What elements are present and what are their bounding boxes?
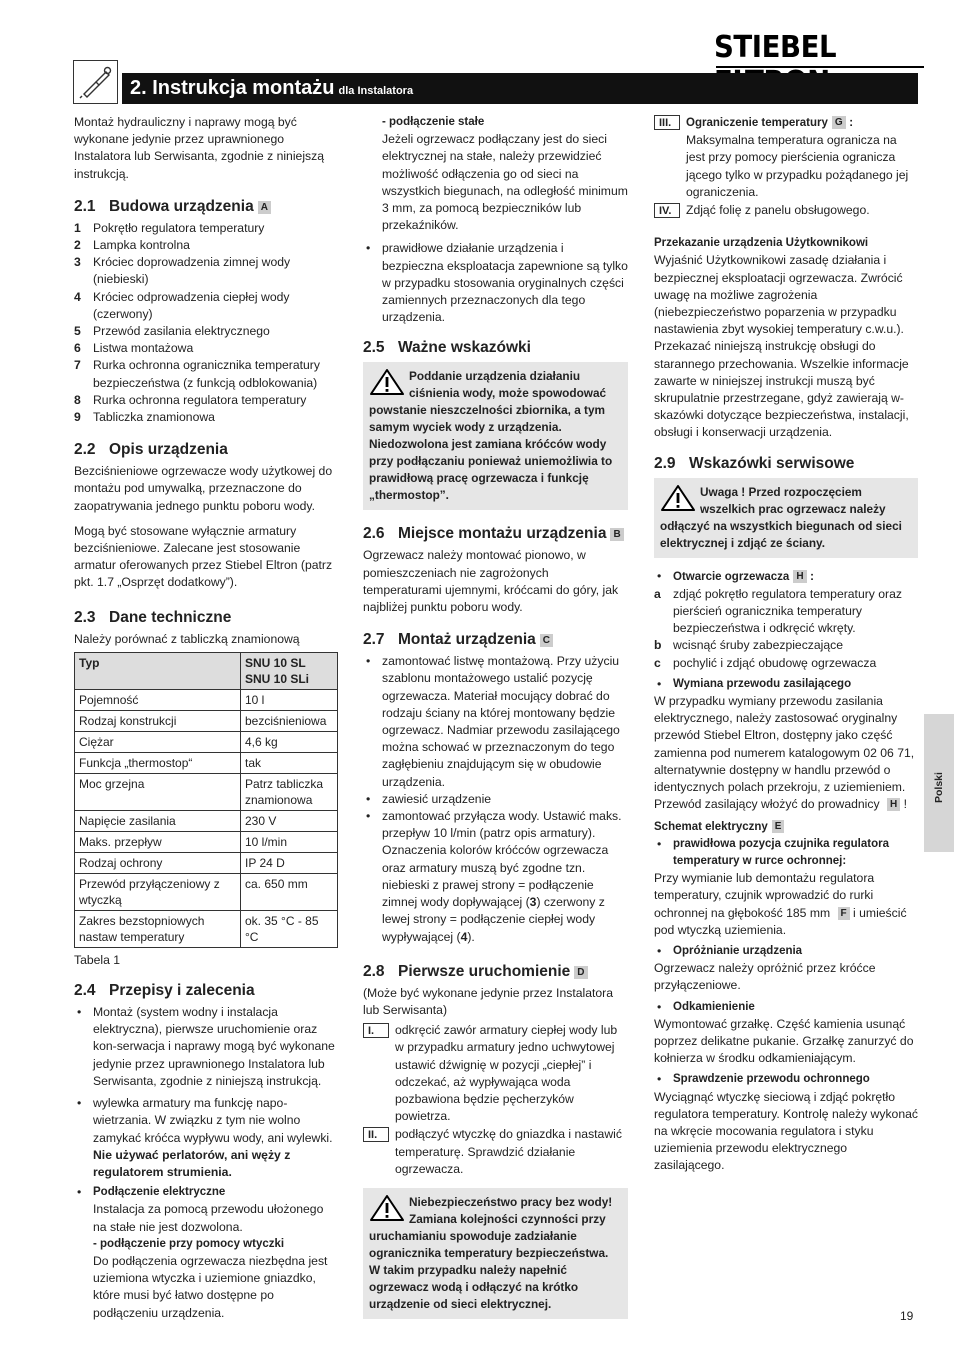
warning-icon xyxy=(369,368,405,396)
figure-tag: G xyxy=(832,116,846,129)
language-label: Polski xyxy=(933,772,945,803)
service-item: • prawidłowa pozycja czujnika regulatora temperatury w rurce ochronnej: xyxy=(657,836,890,867)
fixed-connection-title: - podłączenie stałe xyxy=(382,116,485,128)
table-cell-value: Patrz tabliczka znamionowa xyxy=(241,773,338,810)
table-cell-value: ca. 650 mm xyxy=(241,873,338,910)
list-item: 1 Pokrętło regulatora temperatury xyxy=(74,220,265,235)
section-header xyxy=(122,73,918,104)
table-header-value: SNU 10 SL SNU 10 SLi xyxy=(241,652,338,689)
empty-text: Ogrzewacz należy opróżnić przez króćce przyłączeniowe. xyxy=(654,961,876,993)
startup-step: II. podłączyć wtyczkę do gniazdka i nastawić temperaturę. Sprawdzić działanie ogrzewacza. xyxy=(363,1126,628,1178)
section-2-9-heading: 2.9 Wskazówki serwisowe xyxy=(654,454,855,472)
location-text: Ogrzewacz należy montować pionowo, w pomieszczeniach nie zagrożonych temperaturami ujemnymi, króćcami do góry, jak najbliżej punktu poboru wody. xyxy=(363,548,619,615)
service-item: • Opróżnianie urządzenia xyxy=(657,943,803,958)
figure-tag: E xyxy=(772,820,785,833)
descale-text: Wymontować grzałkę. Część kamienia usunąć poprzez delikatne pukanie. Grzałkę zanurzyć do kołnierza w środku odkamieniającym. xyxy=(654,1016,914,1066)
table-row xyxy=(75,710,338,731)
table-cell-label: Maks. przepływ xyxy=(75,831,241,852)
schema-title: Schemat elektryczny E xyxy=(654,818,918,836)
table-row xyxy=(75,731,338,752)
warning-icon xyxy=(660,484,696,512)
figure-tag: D xyxy=(574,966,587,979)
figure-tag: C xyxy=(540,634,553,647)
tech-data-table xyxy=(74,652,338,948)
table-header-label: Typ xyxy=(75,652,241,689)
list-item: 6 Listwa montażowa xyxy=(74,341,194,356)
section-2-2-heading: 2.2 Opis urządzenia xyxy=(74,441,228,459)
warning-box: Niebezpieczeństwo pracy bez wody! Zamiana kolejności czynności przy uruchamianiu spowoduje zadziałanie ogranicznika temperatury bezpieczeństwa. W takim przypadku należy napełnić ogrzewacz wodą i odłączyć na krótko urządzenie od sieci elektrycznej. xyxy=(363,1188,628,1319)
description-text-1: Bezciśnieniowe ogrzewacze wody użytkowej do montażu pod umywalką, przeznaczone do zaopatrywania jednego punktu poboru wody. xyxy=(74,464,333,513)
table-cell-label: Ciężar xyxy=(75,731,241,752)
table-row xyxy=(75,752,338,773)
service-item: • Wymiana przewodu zasilającego xyxy=(657,676,852,691)
startup-step-3: III. Ograniczenie temperatury G : Maksymalna temperatura ogranicza na jest przy pomocy pierścienia ogranicza jącego tylko w przypadku pożądanego jej ograniczenia. xyxy=(654,114,918,201)
table-row xyxy=(75,810,338,831)
plug-text: Do podłączenia ogrzewacza niezbędna jest uziemiona wtyczka i uziemione gniazdko, które musi być łatwo dostępne po podłączeniu urządzenia. xyxy=(93,1253,328,1320)
startup-step: I. odkręcić zawór armatury ciepłej wody lub w przypadku armatury jedno uchwytowej ustawić dźwignię w pozycji „ciepłej” i odczekać, aż wypływająca woda pozbawiona będzie pęcherzyków powietrza. xyxy=(363,1022,628,1125)
open-steps xyxy=(654,586,918,672)
figure-tag: F xyxy=(838,907,850,920)
table-row xyxy=(75,831,338,852)
table-cell-value: IP 24 D xyxy=(241,852,338,873)
language-tab xyxy=(924,714,954,852)
table-row xyxy=(75,773,338,810)
cable-text: W przypadku wymiany przewodu zasilania elektrycznego, należy zastosować oryginalny przewód Stiebel Eltron, dostępny jako część zamienna pod numerem katalogowym 02 06 71, alternatywnie dostępny w handlu przewód o identycznych polach przekroju, z uziemieniem. Przewód zasilający włożyć do prowadnicy H ! xyxy=(654,694,915,812)
warning-icon xyxy=(369,1194,405,1222)
description-text-2: Mogą być stosowane wyłącznie armatury bezciśnieniowe. Zalecane jest stosowanie armatur oferowanych przez Stiebel Eltron (patrz pkt. 1.7 „Osprzęt dodatkowy”). xyxy=(74,523,333,590)
list-item: a zdjąć pokrętło regulatora temperatury oraz pierścień ogranicznika temperatury bezpieczeństwa i odkręcić wkręty. xyxy=(654,586,902,636)
service-item: • Otwarcie ogrzewacza H : xyxy=(657,568,815,583)
brand-underline xyxy=(716,66,924,68)
list-item: 9 Tabliczka znamionowa xyxy=(74,410,215,425)
startup-steps xyxy=(363,1022,628,1178)
service-item: • Odkamienienie xyxy=(657,999,755,1014)
table-row xyxy=(75,873,338,910)
startup-note: (Może być wykonane jedynie przez Instalatora lub Serwisanta) xyxy=(363,985,613,1017)
figure-tag: B xyxy=(610,528,623,541)
table-cell-label: Rodzaj ochrony xyxy=(75,852,241,873)
table-cell-value: 230 V xyxy=(241,810,338,831)
column-2 xyxy=(363,114,628,1329)
table-row xyxy=(75,689,338,710)
table-cell-label: Moc grzejna xyxy=(75,773,241,810)
figure-tag: H xyxy=(793,570,806,583)
section-2-6-heading: 2.6 Miejsce montażu urządzenia B xyxy=(363,524,628,544)
section-2-7-heading: 2.7 Montaż urządzenia C xyxy=(363,630,628,650)
table-cell-label: Przewód przyłączeniowy z wtyczką xyxy=(75,873,241,910)
tool-icon xyxy=(73,60,118,104)
page-title: 2. Instrukcja montażu xyxy=(130,77,335,99)
table-header-row xyxy=(75,652,338,689)
rule-item: • wylewka armatury ma funkcję napo-wietrzania. W związku z tym nie wolno zamykać króćca wypływu wody, ani wylewki. Nie używać perlatorów, ani węży z regulatorem strumienia. xyxy=(77,1096,333,1179)
list-item: c pochylić i zdjąć obudowę ogrzewacza xyxy=(654,655,877,670)
list-item: 8 Rurka ochronna regulatora temperatury xyxy=(74,392,307,407)
section-2-3-heading: 2.3 Dane techniczne xyxy=(74,608,232,626)
service-item: • Sprawdzenie przewodu ochronnego xyxy=(657,1072,870,1087)
table-row xyxy=(75,852,338,873)
brand-logo: STIEBEL xyxy=(714,30,837,65)
section-2-5-heading: 2.5 Ważne wskazówki xyxy=(363,339,531,357)
warning-box: Poddanie urządzenia działaniu ciśnienia wody, może spowodować powstanie nieszczelności zbiornika, a tym samym wyciek wody z urządzenia. Niedozwolona jest zamiana króćców wody przy podłączaniu ponieważ uniemożliwia to prawidłową pracę ogrzewacza i funkcję „thermostop”. xyxy=(363,362,628,510)
table-cell-value: 10 l xyxy=(241,689,338,710)
rule-item: • Podłączenie elektryczne xyxy=(77,1185,226,1200)
figure-tag: H xyxy=(887,798,900,811)
table-cell-label: Napięcie zasilania xyxy=(75,810,241,831)
check-text: Wyciągnąć wtyczkę sieciową i zdjąć pokrętło regulatora temperatury. Kontrolę należy wykonać na wkręcie mocowania regulatora i styku uziemienia przewodu elektrycznego zasilającego. xyxy=(654,1089,918,1173)
handover-title: Przekazanie urządzenia Użytkownikowi xyxy=(654,237,869,250)
startup-step-4: IV. Zdjąć folię z panelu obsługowego. xyxy=(654,202,918,219)
list-item: 4 Króciec odprowadzenia ciepłej wody (czerwony) xyxy=(74,289,290,321)
mount-step: • zamontować listwę montażową. Przy użyciu szablonu montażowego ustalić pozycję ogrzewacza. Materiał mocujący dobrać do rodzaju ściany na której montowany będzie ogrzewacz. Nadmiar przewodu zasilającego można schować w przeznaczonym do tego zagłębieniu znajdującym się w obudowie urządzenia. xyxy=(366,654,620,789)
parts-list xyxy=(74,220,338,426)
figure-tag: A xyxy=(258,201,271,214)
table-row xyxy=(75,910,338,947)
fixed-connection-text: Jeżeli ogrzewacz podłączany jest do sieci elektrycznej na stałe, należy przewidzieć możliwość odłączenia go od sieci na wszystkich biegunach, na odległość minimum 3 mm, za pomocą bezpieczników lub przekaźników. xyxy=(382,132,628,233)
mount-step: • zamontować przyłącza wody. Ustawić maks. przepływ 10 l/min (patrz opis armatury). Oznaczenia kolorów króćców ogrzewacza oraz armatury muszą być zgodne tzn. niebieski z prawej strony = podłączenie zimnej wody dopływającej (3) czerwony z lewej strony = podłączenie ciepłej wody wypływającej (4). xyxy=(366,809,622,944)
section-2-4-heading: 2.4 Przepisy i zalecenia xyxy=(74,982,255,1000)
sensor-text: Przy wymianie lub demontażu regulatora temperatury, czujnik wprowadzić do rurki ochronnej na głębokość 185 mm F i umieścić pod wtyczką uziemienia. xyxy=(654,871,907,937)
table-cell-value: tak xyxy=(241,752,338,773)
table-cell-value: ok. 35 °C - 85 °C xyxy=(241,910,338,947)
section-2-1-heading: 2.1 Budowa urządzenia A xyxy=(74,197,338,217)
column-3 xyxy=(654,114,918,1175)
list-item: 7 Rurka ochronna ogranicznika temperatury bezpieczeństwa (z funkcją odblokowania) xyxy=(74,358,320,390)
table-cell-value: 4,6 kg xyxy=(241,731,338,752)
list-item: 2 Lampka kontrolna xyxy=(74,238,190,253)
mount-step: • zawiesić urządzenie xyxy=(366,791,492,806)
electrical-text: Instalacja za pomocą przewodu ułożonego na stałe nie jest dozwolona. xyxy=(93,1202,324,1234)
section-2-8-heading: 2.8 Pierwsze uruchomienie D xyxy=(363,962,628,982)
handover-text: Wyjaśnić Użytkownikowi zasadę działania i bezpiecznej eksploatacji ogrzewacza. Zwrócić uwagę na możliwe zagrożenia (niebezpieczeństwo poparzenia w przypadku nastawienia zbyt wysokiej temperatury c.w.u.). Przekazać niniejszą instrukcję obsługi do starannego przechowania. Wszelkie informacje zawarte w niniejszej instrukcji muszą być skrupulatnie przestrzegane, gdyż zawierają w-skazówki dotyczące bezpieczeństwa, instalacji, obsługi i konserwacji urządzenia. xyxy=(654,253,909,440)
rule-item: • prawidłowe działanie urządzenia i bezpieczna eksploatacja zapewnione są tylko w przypadku stosowania oryginalnych części zamiennych przeznaczonych dla tego urządzenia. xyxy=(366,241,628,325)
rule-item: • Montaż (system wodny i instalacja elektryczna), pierwsze uruchomienie oraz kon-serwacja i naprawy mogą być wykonane jedynie przez uprawnionego Instalatora lub Serwisanta, zgodnie z niniejszą instrukcją. xyxy=(77,1005,335,1088)
tech-data-note: Należy porównać z tabliczką znamionową xyxy=(74,631,300,646)
table-cell-value: 10 l/min xyxy=(241,831,338,852)
table-cell-label: Zakres bezstopniowych nastaw temperatury xyxy=(75,910,241,947)
table-cell-value: bezciśnieniowa xyxy=(241,710,338,731)
intro-text: Montaż hydrauliczny i naprawy mogą być wykonane jedynie przez uprawnionego Instalatora lub Serwisanta, zgodnie z niniejszą instrukcją. xyxy=(74,115,324,181)
table-caption: Tabela 1 xyxy=(74,952,121,967)
page-number: 19 xyxy=(900,1309,914,1323)
page-subtitle: dla Instalatora xyxy=(338,85,414,97)
plug-title: - podłączenie przy pomocy wtyczki xyxy=(93,1237,285,1250)
list-item: b wcisnąć śruby zabezpieczające xyxy=(654,638,844,653)
warning-box: Uwaga ! Przed rozpoczęciem wszelkich prac ogrzewacz należy odłączyć na wszystkich biegunach od sieci elektrycznej i zdjąć ze ściany. xyxy=(654,478,918,558)
list-item: 5 Przewód zasilania elektrycznego xyxy=(74,324,270,339)
table-cell-label: Rodzaj konstrukcji xyxy=(75,710,241,731)
column-1 xyxy=(74,114,338,1322)
table-cell-label: Pojemność xyxy=(75,689,241,710)
list-item: 3 Króciec doprowadzenia zimnej wody (niebieski) xyxy=(74,255,291,287)
table-cell-label: Funkcja „thermostop“ xyxy=(75,752,241,773)
